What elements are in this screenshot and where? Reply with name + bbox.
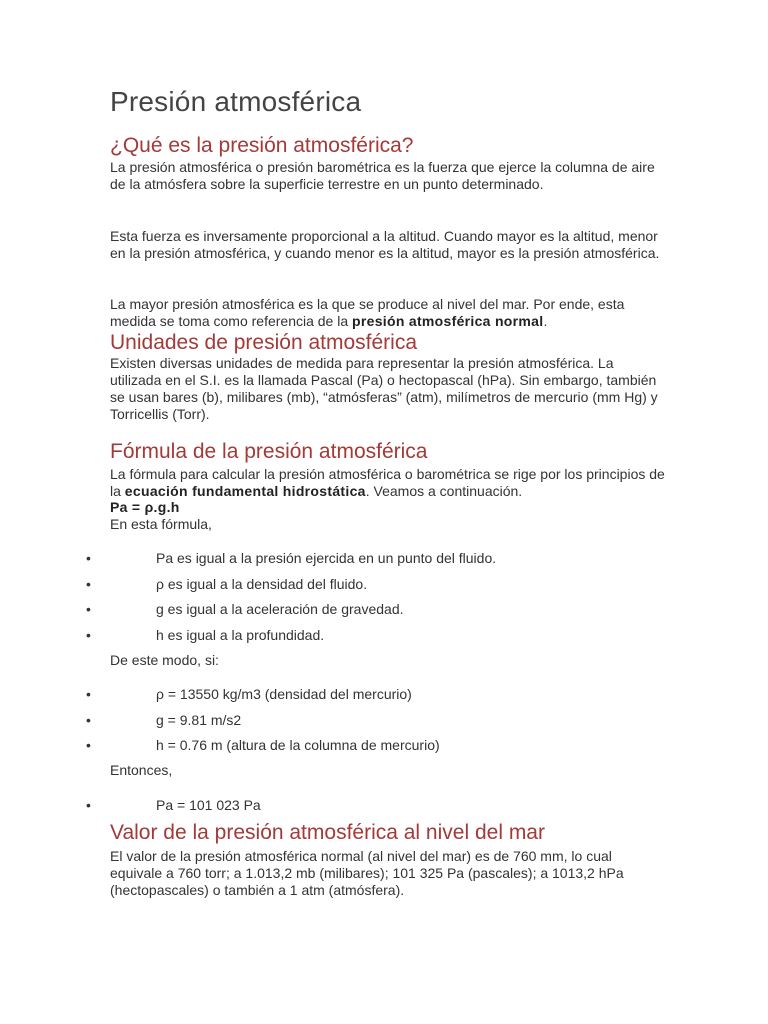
paragraph-formula-intro bbox=[110, 466, 666, 500]
list-item-text: h = 0.76 m (altura de la columna de mercurio) bbox=[156, 737, 440, 753]
paragraph-definition: La presión atmosférica o presión barométrica es la fuerza que ejerce la columna de aire de la atmósfera sobre la superficie terrestre en un punto determinado. bbox=[110, 159, 655, 192]
bullet-icon: • bbox=[86, 550, 91, 566]
page-title: Presión atmosférica bbox=[110, 86, 362, 117]
bullet-icon: • bbox=[86, 627, 91, 643]
paragraph-sea-level-value: El valor de la presión atmosférica normal (al nivel del mar) es de 760 mm, lo cual equivale a 760 torr; a 1.013,2 mb (milibares); 101 325 Pa (pascales); a 1013,2 hPa (hectopascales) o también a 1 atm (atmósfera). bbox=[110, 848, 624, 898]
section-heading-units: Unidades de presión atmosférica bbox=[110, 331, 418, 354]
bullet-icon: • bbox=[86, 576, 91, 592]
formula-intro-text-c: . Veamos a continuación. bbox=[365, 483, 523, 499]
list-item-text: g es igual a la aceleración de gravedad. bbox=[156, 601, 404, 617]
formula-explanation-intro: En esta fórmula, bbox=[110, 516, 212, 532]
formula bbox=[110, 499, 180, 516]
bullet-icon: • bbox=[86, 601, 91, 617]
hydrostatic-equation-term: ecuación fundamental hidrostática bbox=[124, 483, 366, 499]
list-item-text: ρ = 13550 kg/m3 (densidad del mercurio) bbox=[156, 686, 412, 702]
list-item-text: Pa es igual a la presión ejercida en un punto del fluido. bbox=[156, 550, 497, 566]
list-item-text: Pa = 101 023 Pa bbox=[156, 797, 261, 813]
formula-text: Pa = ρ.g.h bbox=[110, 499, 180, 515]
paragraph-this-way: De este modo, si: bbox=[110, 652, 219, 668]
section-heading-what-is: ¿Qué es la presión atmosférica? bbox=[110, 134, 414, 157]
bullet-icon: • bbox=[86, 737, 91, 753]
section-heading-sea-level-value: Valor de la presión atmosférica al nivel del mar bbox=[110, 821, 545, 844]
sea-level-text-c: . bbox=[543, 313, 548, 329]
sea-level-text-a: La mayor presión atmosférica es la que se produce al nivel del mar. Por ende, esta medida se toma como referencia de la bbox=[110, 296, 625, 329]
section-heading-formula: Fórmula de la presión atmosférica bbox=[110, 440, 428, 463]
paragraph-sea-level bbox=[110, 296, 666, 330]
list-item-text: g = 9.81 m/s2 bbox=[156, 712, 242, 728]
bullet-icon: • bbox=[86, 712, 91, 728]
normal-pressure-term: presión atmosférica normal bbox=[352, 313, 544, 329]
list-item-text: h es igual a la profundidad. bbox=[156, 627, 325, 643]
formula-intro-text-a: La fórmula para calcular la presión atmosférica o barométrica se rige por los principios de la bbox=[110, 466, 665, 499]
list-item-text: ρ es igual a la densidad del fluido. bbox=[156, 576, 368, 592]
bullet-icon: • bbox=[86, 797, 91, 813]
paragraph-units: Existen diversas unidades de medida para representar la presión atmosférica. La utilizada en el S.I. es la llamada Pascal (Pa) o hectopascal (hPa). Sin embargo, también se usan bares (b), milibares (mb), “atmósferas” (atm), milímetros de mercurio (mm Hg) y Torricellis (Torr). bbox=[110, 355, 658, 422]
paragraph-altitude: Esta fuerza es inversamente proporcional a la altitud. Cuando mayor es la altitud, menor en la presión atmosférica, y cuando menor es la altitud, mayor es la presión atmosférica. bbox=[110, 228, 660, 261]
bullet-icon: • bbox=[86, 686, 91, 702]
paragraph-then: Entonces, bbox=[110, 762, 173, 778]
